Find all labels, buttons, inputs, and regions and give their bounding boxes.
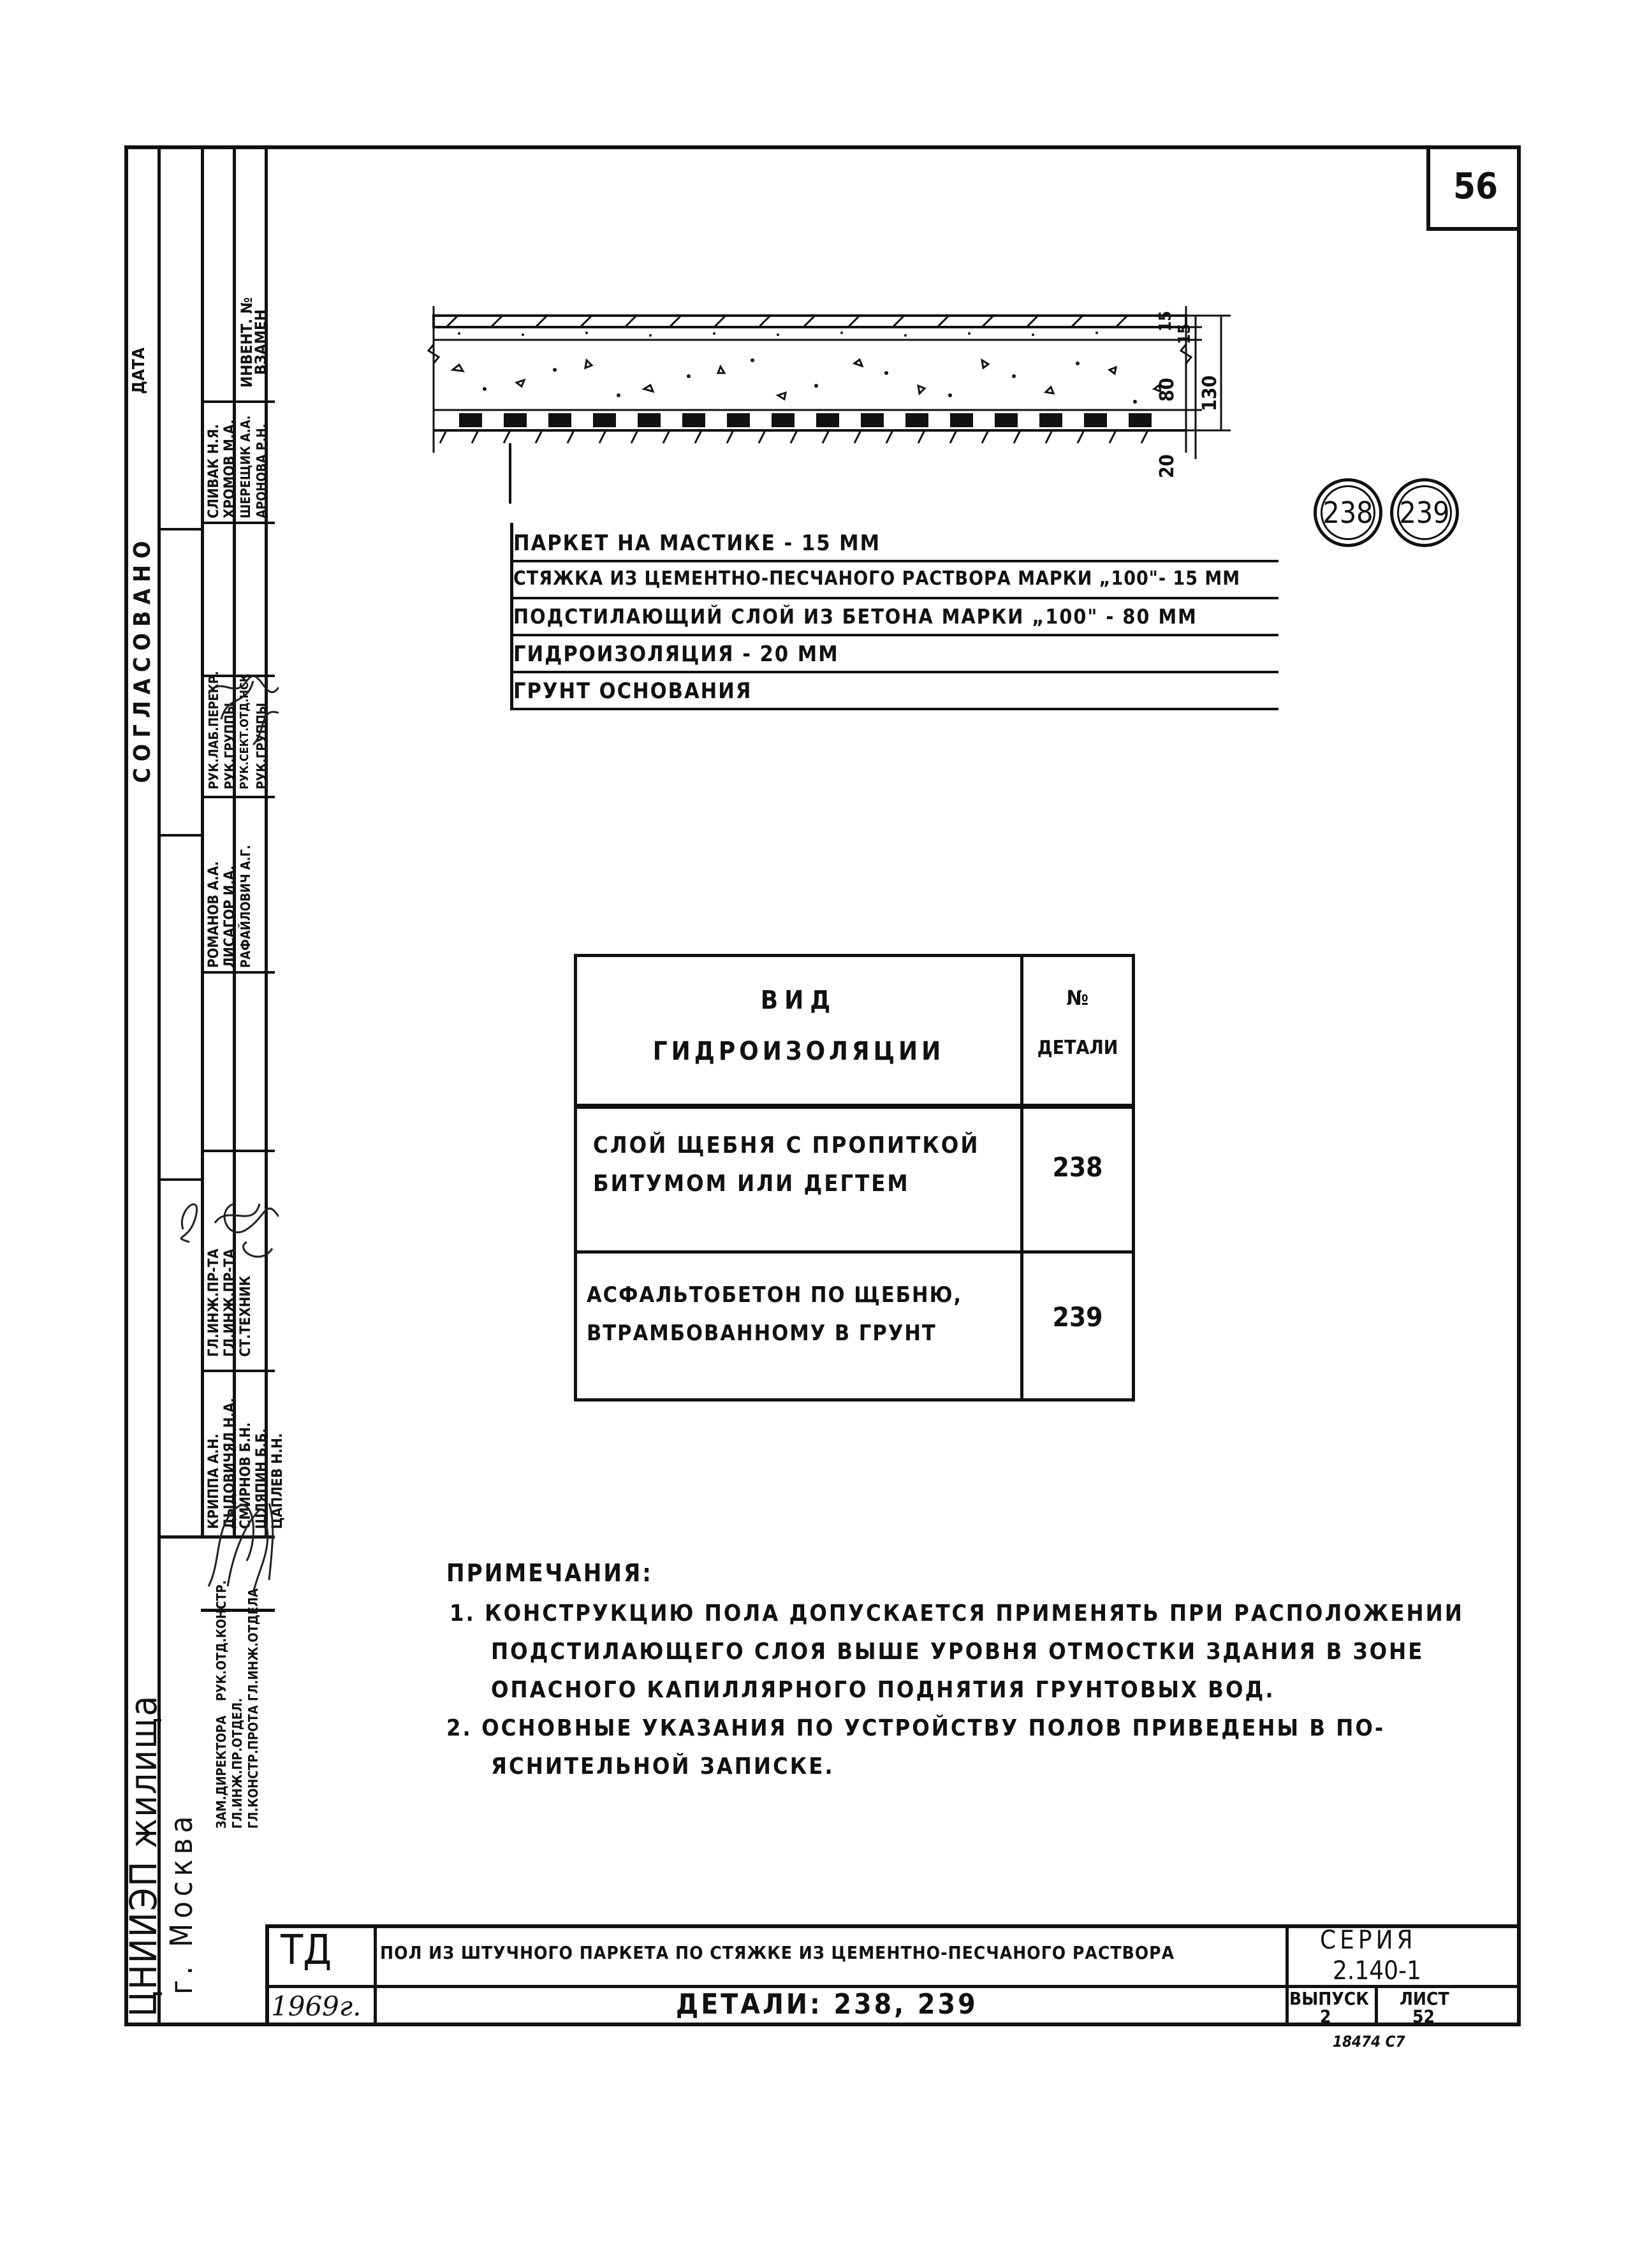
issue-value: 2 <box>1320 2006 1331 2027</box>
role2-2: ГЛ.ИНЖ.ПР-ТА <box>222 1248 238 1357</box>
sheet-number: 56 <box>1426 145 1521 231</box>
sheet-label: ЛИСТ <box>1400 1988 1449 2009</box>
role3-1: РУК.ЛАБ.ПЕРЕКР. <box>206 671 221 789</box>
position-4: РУК.ОТД.КОНСТР. <box>214 1580 229 1701</box>
table-row-2-line-1: АСФАЛЬТОБЕТОН ПО ЩЕБНЮ, <box>587 1282 963 1308</box>
table-row-1-num: 238 <box>1052 1152 1103 1183</box>
detail-badge-238: 238 <box>1314 478 1382 547</box>
org-city: г. Москва <box>164 1811 200 1994</box>
name3-1: СЛИВАК Н.Я. <box>206 424 222 518</box>
layer-5: ГРУНТ ОСНОВАНИЯ <box>513 678 752 704</box>
note-line-4: 2. ОСНОВНЫЕ УКАЗАНИЯ ПО УСТРОЙСТВУ ПОЛОВ ПРИВЕДЕНЫ В ПО- <box>446 1715 1386 1741</box>
table-header-right-1: № <box>1066 986 1089 1010</box>
name3-4: АРОНОВА Р.Н. <box>254 423 269 518</box>
table-row-1-line-2: БИТУМОМ ИЛИ ДЕГТЕМ <box>593 1171 910 1197</box>
archive-stamp: 18474 С7 <box>1333 2033 1405 2051</box>
signatures <box>157 298 279 1625</box>
position-5: ГЛ.ИНЖ.ОТДЕЛА <box>245 1588 261 1701</box>
note-line-5: ЯСНИТЕЛЬНОЙ ЗАПИСКЕ. <box>491 1753 835 1780</box>
dim-15a: 15 <box>1156 311 1175 332</box>
title-year: 1969г. <box>271 1991 362 2022</box>
date-label: ДАТА <box>129 348 149 394</box>
role2-1: ГЛ.ИНЖ.ПР-ТА <box>206 1248 222 1357</box>
table-row-1-line-1: СЛОЙ ЩЕБНЯ С ПРОПИТКОЙ <box>593 1132 980 1159</box>
role3-2: РУК.ГРУППЫ <box>222 703 237 789</box>
inv-label: ИНВЕНТ. № <box>238 297 256 388</box>
role2-3: СТ.ТЕХНИК <box>238 1275 254 1357</box>
waterproofing-table <box>574 954 1135 1401</box>
name3-3: ШЕРЕЩИК А.А. <box>238 415 253 518</box>
table-row-2-line-2: ВТРАМБОВАННОМУ В ГРУНТ <box>587 1321 937 1346</box>
name2-2: ЛИСАГОР И.А. <box>222 865 238 968</box>
layer-3: ПОДСТИЛАЮЩИЙ СЛОЙ ИЗ БЕТОНА МАРКИ „100" - 80 ММ <box>513 604 1198 629</box>
role3-3: РУК.СЕКТ.ОТД.НСК <box>238 673 251 789</box>
note-line-3: ОПАСНОГО КАПИЛЛЯРНОГО ПОДНЯТИЯ ГРУНТОВЫХ ВОД. <box>491 1677 1275 1703</box>
name-3: СМИРНОВ Б.Н. <box>238 1422 254 1529</box>
name2-3: РАФАЙЛОВИЧ А.Г. <box>238 845 253 968</box>
layer-1: ПАРКЕТ НА МАСТИКЕ - 15 ММ <box>513 530 881 556</box>
title-td: ТД <box>281 1927 332 1974</box>
role3-4: РУК.ГРУППЫ <box>254 703 269 789</box>
name3-2: ХРОМОВ М.А. <box>222 419 238 518</box>
replace-label: ВЗАМЕН <box>252 309 270 375</box>
position-1: ЗАМ.ДИРЕКТОРА <box>214 1715 229 1829</box>
title-subtitle: ДЕТАЛИ: 238, 239 <box>676 1988 978 2021</box>
sheet-value: 52 <box>1412 2006 1435 2027</box>
dim-15b: 15 <box>1175 323 1194 344</box>
side-stamp <box>122 145 286 2026</box>
org-name: ЦНИИЭП жилища <box>122 1694 165 2017</box>
name-1: КРИППА А.Н. <box>206 1433 222 1529</box>
layer-4: ГИДРОИЗОЛЯЦИЯ - 20 ММ <box>513 641 839 667</box>
agreed-label: СОГЛАСОВАНО <box>129 534 156 783</box>
dim-20: 20 <box>1156 454 1178 478</box>
title-main: ПОЛ ИЗ ШТУЧНОГО ПАРКЕТА ПО СТЯЖКЕ ИЗ ЦЕМЕНТНО-ПЕСЧАНОГО РАСТВОРА <box>380 1942 1175 1963</box>
table-header-left-2: ГИДРОИЗОЛЯЦИИ <box>652 1037 945 1066</box>
name-2: ДЫДОВИЧЯЛ Н.А. <box>222 1398 238 1529</box>
series-value: 2.140-1 <box>1333 1956 1421 1986</box>
note-line-1: 1. КОНСТРУКЦИЮ ПОЛА ДОПУСКАЕТСЯ ПРИМЕНЯТЬ ПРИ РАСПОЛОЖЕНИИ <box>450 1600 1464 1627</box>
name2-1: РОМАНОВ А.А. <box>206 861 222 968</box>
dim-80: 80 <box>1156 377 1178 402</box>
table-header-left-1: ВИД <box>760 986 837 1015</box>
name-4: ШЛЯПИН Б.Б. <box>254 1428 270 1529</box>
detail-badge-239: 239 <box>1390 478 1459 547</box>
position-3: ГЛ.КОНСТР.ПРОТА <box>245 1705 261 1829</box>
name-5: ЦАПЛЕВ Н.Н. <box>270 1433 286 1529</box>
dim-130: 130 <box>1199 375 1221 411</box>
notes-title: ПРИМЕЧАНИЯ: <box>446 1559 653 1587</box>
table-row-2-num: 239 <box>1052 1301 1103 1333</box>
note-line-2: ПОДСТИЛАЮЩЕГО СЛОЯ ВЫШЕ УРОВНЯ ОТМОСТКИ ЗДАНИЯ В ЗОНЕ <box>491 1639 1425 1665</box>
issue-label: ВЫПУСК <box>1289 1988 1369 2009</box>
series-label: СЕРИЯ <box>1320 1926 1417 1955</box>
layer-2: СТЯЖКА ИЗ ЦЕМЕНТНО-ПЕСЧАНОГО РАСТВОРА МАРКИ „100"- 15 ММ <box>513 567 1241 590</box>
table-header-right-2: ДЕТАЛИ <box>1037 1037 1118 1059</box>
floor-section-drawing <box>421 300 1250 504</box>
position-2: ГЛ.ИНЖ.ПР.ОТДЕЛ. <box>230 1698 245 1829</box>
